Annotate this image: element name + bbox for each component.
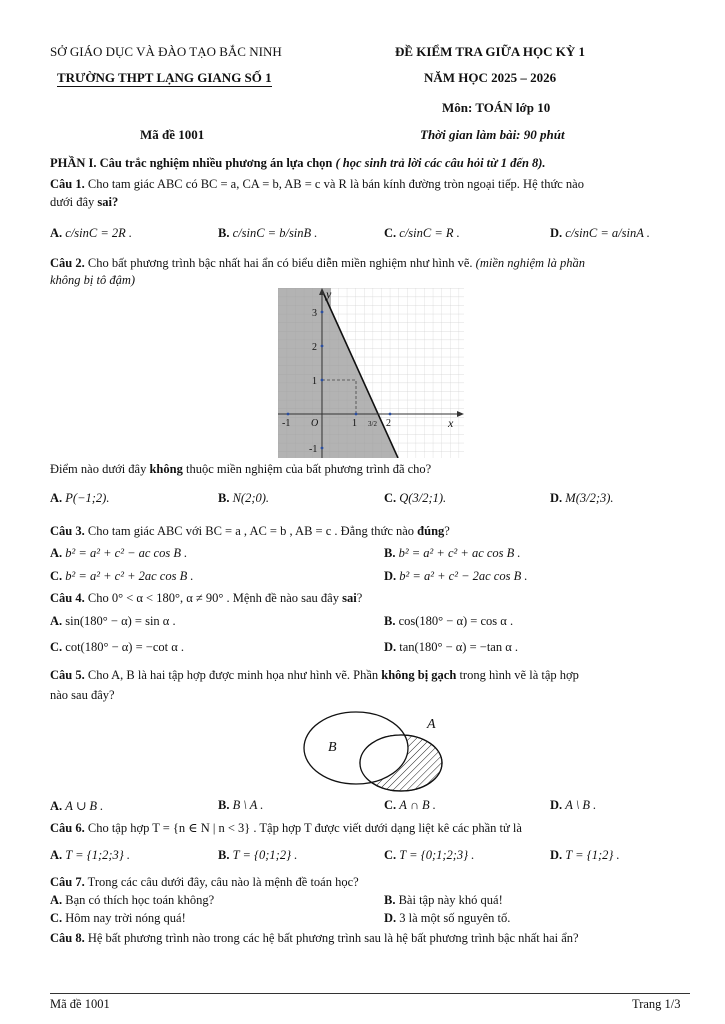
q2-option-b[interactable]: B. N(2;0).: [218, 491, 270, 505]
q2-text-line: [50, 256, 585, 271]
q3-option-c[interactable]: C. b² = a² + c² + 2ac cos B .: [50, 569, 194, 583]
q2-label: Câu 2.: [50, 256, 85, 270]
origin-label: O: [311, 418, 319, 429]
q5-text-line: [50, 668, 579, 683]
q2-note1: (miền nghiệm là phần: [475, 256, 586, 270]
tick-y-1: 1: [312, 376, 317, 387]
q7-option-b[interactable]: B. Bài tập này khó quá!: [384, 893, 503, 907]
q7-text-line: [50, 875, 359, 890]
tick-y-3: 3: [312, 308, 317, 319]
q4-option-d[interactable]: D. tan(180° − α) = −tan α .: [384, 640, 519, 654]
q2-option-a[interactable]: A. P(−1;2).: [50, 491, 110, 505]
q7-text: Trong các câu dưới đây, câu nào là mệnh đề toán học?: [87, 875, 359, 889]
q5-text-post: trong hình vẽ là tập hợp: [459, 668, 579, 682]
footer-code: Mã đề 1001: [50, 997, 110, 1011]
q3-emph: đúng: [417, 524, 445, 538]
tick-y-2: 2: [312, 342, 317, 353]
q3-label: Câu 3.: [50, 524, 85, 538]
venn-diagram: [298, 708, 458, 798]
q7-option-a[interactable]: A. Bạn có thích học toán không?: [50, 893, 215, 907]
q6-option-c[interactable]: C. T = {0;1;2;3} .: [384, 848, 475, 862]
q3-option-d[interactable]: D. b² = a² + c² − 2ac cos B .: [384, 569, 528, 583]
q5-text2: nào sau đây?: [50, 688, 115, 702]
q8-text-line: [50, 931, 579, 946]
q1-option-b[interactable]: B. c/sinC = b/sinB .: [218, 226, 318, 240]
q2-option-c[interactable]: C. Q(3/2;1).: [384, 491, 447, 505]
school-name: TRƯỜNG THPT LẠNG GIANG SỐ 1: [57, 70, 272, 85]
q5-emph: không bị gạch: [381, 668, 457, 682]
q4-option-a[interactable]: A. sin(180° − α) = sin α .: [50, 614, 176, 628]
q5-label: Câu 5.: [50, 668, 85, 682]
q4-text-line: Câu 4. Cho 0° < α < 180°, α ≠ 90° . Mệnh đề nào sau đây sai?: [50, 591, 363, 605]
tick-x-2: 2: [386, 418, 391, 429]
q3-text: Cho tam giác ABC với BC = a , AC = b , AB = c . Đẳng thức nào: [87, 524, 415, 538]
q2-option-d[interactable]: D. M(3/2;3).: [550, 491, 614, 505]
q1-emph: sai?: [97, 195, 119, 209]
tick-x-3-2: 3/2: [368, 420, 377, 428]
q5-text-pre: Cho A, B là hai tập hợp được minh họa như hình vẽ. Phần: [87, 668, 379, 682]
q7-option-d[interactable]: D. 3 là một số nguyên tố.: [384, 911, 511, 925]
q2-ask-emph: không: [149, 462, 183, 476]
y-axis-label: y: [326, 288, 332, 301]
q4-option-b[interactable]: B. cos(180° − α) = cos α .: [384, 614, 514, 628]
q2-ask-line: [50, 462, 431, 477]
q8-text: Hệ bất phương trình nào trong các hệ bất phương trình sau là hệ bất phương trình bậc nhất hai ẩn?: [87, 931, 579, 945]
footer-divider: [50, 993, 690, 994]
q6-option-a[interactable]: A. T = {1;2;3} .: [50, 848, 131, 862]
q2-text: Cho bất phương trình bậc nhất hai ẩn có biểu diễn miền nghiệm như hình vẽ.: [87, 256, 473, 270]
q8-label: Câu 8.: [50, 931, 85, 945]
q1-label: Câu 1.: [50, 177, 85, 191]
q7-label: Câu 7.: [50, 875, 85, 889]
q6-label: Câu 6.: [50, 821, 85, 835]
q5-option-a[interactable]: A. A ∪ B .: [50, 799, 104, 813]
department-name: SỞ GIÁO DỤC VÀ ĐÀO TẠO BẮC NINH: [50, 44, 282, 59]
tick-x-1: 1: [352, 418, 357, 429]
school-year: NĂM HỌC 2025 – 2026: [424, 70, 557, 85]
q2-ask-pre: Điểm nào dưới đây: [50, 462, 147, 476]
q2-graph: [278, 288, 464, 458]
q3-text-line: Câu 3. Cho tam giác ABC với BC = a , AC = b , AB = c . Đẳng thức nào đúng?: [50, 524, 450, 538]
duration: Thời gian làm bài: 90 phút: [420, 127, 565, 142]
x-axis-label: x: [448, 416, 454, 430]
q3-option-a[interactable]: A. b² = a² + c² − ac cos B .: [50, 546, 188, 560]
q1-option-d[interactable]: D. c/sinC = a/sinA .: [550, 226, 650, 240]
q1-option-a[interactable]: A. c/sinC = 2R .: [50, 226, 133, 240]
q4-emph: sai: [342, 591, 357, 605]
footer-page: Trang 1/3: [632, 997, 681, 1011]
q3-option-b[interactable]: B. b² = a² + c² + ac cos B .: [384, 546, 521, 560]
q2-ask-post: thuộc miền nghiệm của bất phương trình đã cho?: [185, 462, 432, 476]
exam-title: ĐỀ KIỂM TRA GIỮA HỌC KỲ 1: [395, 44, 585, 59]
q1-text: Cho tam giác ABC có BC = a, CA = b, AB = c và R là bán kính đường tròn ngoại tiếp. Hệ thức nào: [87, 177, 584, 191]
q4-option-c[interactable]: C. cot(180° − α) = −cot α .: [50, 640, 185, 654]
part-title: PHẦN I. Câu trắc nghiệm nhiều phương án lựa chọn: [50, 156, 333, 170]
q6-text-line: [50, 820, 522, 836]
q1-text-line2: [50, 195, 118, 210]
set-a-label: A: [427, 717, 436, 732]
set-b-label: B: [328, 740, 337, 755]
q5-option-d[interactable]: D. A \ B .: [550, 798, 597, 812]
q1-text2: dưới đây: [50, 195, 95, 209]
q6-text: Cho tập hợp T = {n ∈ N | n < 3} . Tập hợp T được viết dưới dạng liệt kê các phần tử là: [87, 821, 522, 835]
q5-option-b[interactable]: B. B \ A .: [218, 798, 264, 812]
q4-label: Câu 4.: [50, 591, 85, 605]
tick-y-minus1: -1: [309, 444, 318, 455]
q4-text: Cho 0° < α < 180°, α ≠ 90° . Mệnh đề nào sau đây: [87, 591, 339, 605]
exam-code: Mã đề 1001: [140, 127, 205, 142]
part-note: ( học sinh trả lời các câu hỏi từ 1 đến 8).: [335, 156, 546, 170]
q2-note2: không bị tô đậm): [50, 273, 136, 287]
q1-text-line: [50, 177, 584, 192]
q5-option-c[interactable]: C. A ∩ B .: [384, 798, 436, 812]
tick-x-minus1: -1: [282, 418, 291, 429]
q6-option-b[interactable]: B. T = {0;1;2} .: [218, 848, 298, 862]
q6-option-d[interactable]: D. T = {1;2} .: [550, 848, 620, 862]
part-title-line: [50, 156, 546, 171]
q7-option-c[interactable]: C. Hôm nay trời nóng quá!: [50, 911, 186, 925]
subject: Môn: TOÁN lớp 10: [442, 100, 551, 115]
q1-option-c[interactable]: C. c/sinC = R .: [384, 226, 460, 240]
